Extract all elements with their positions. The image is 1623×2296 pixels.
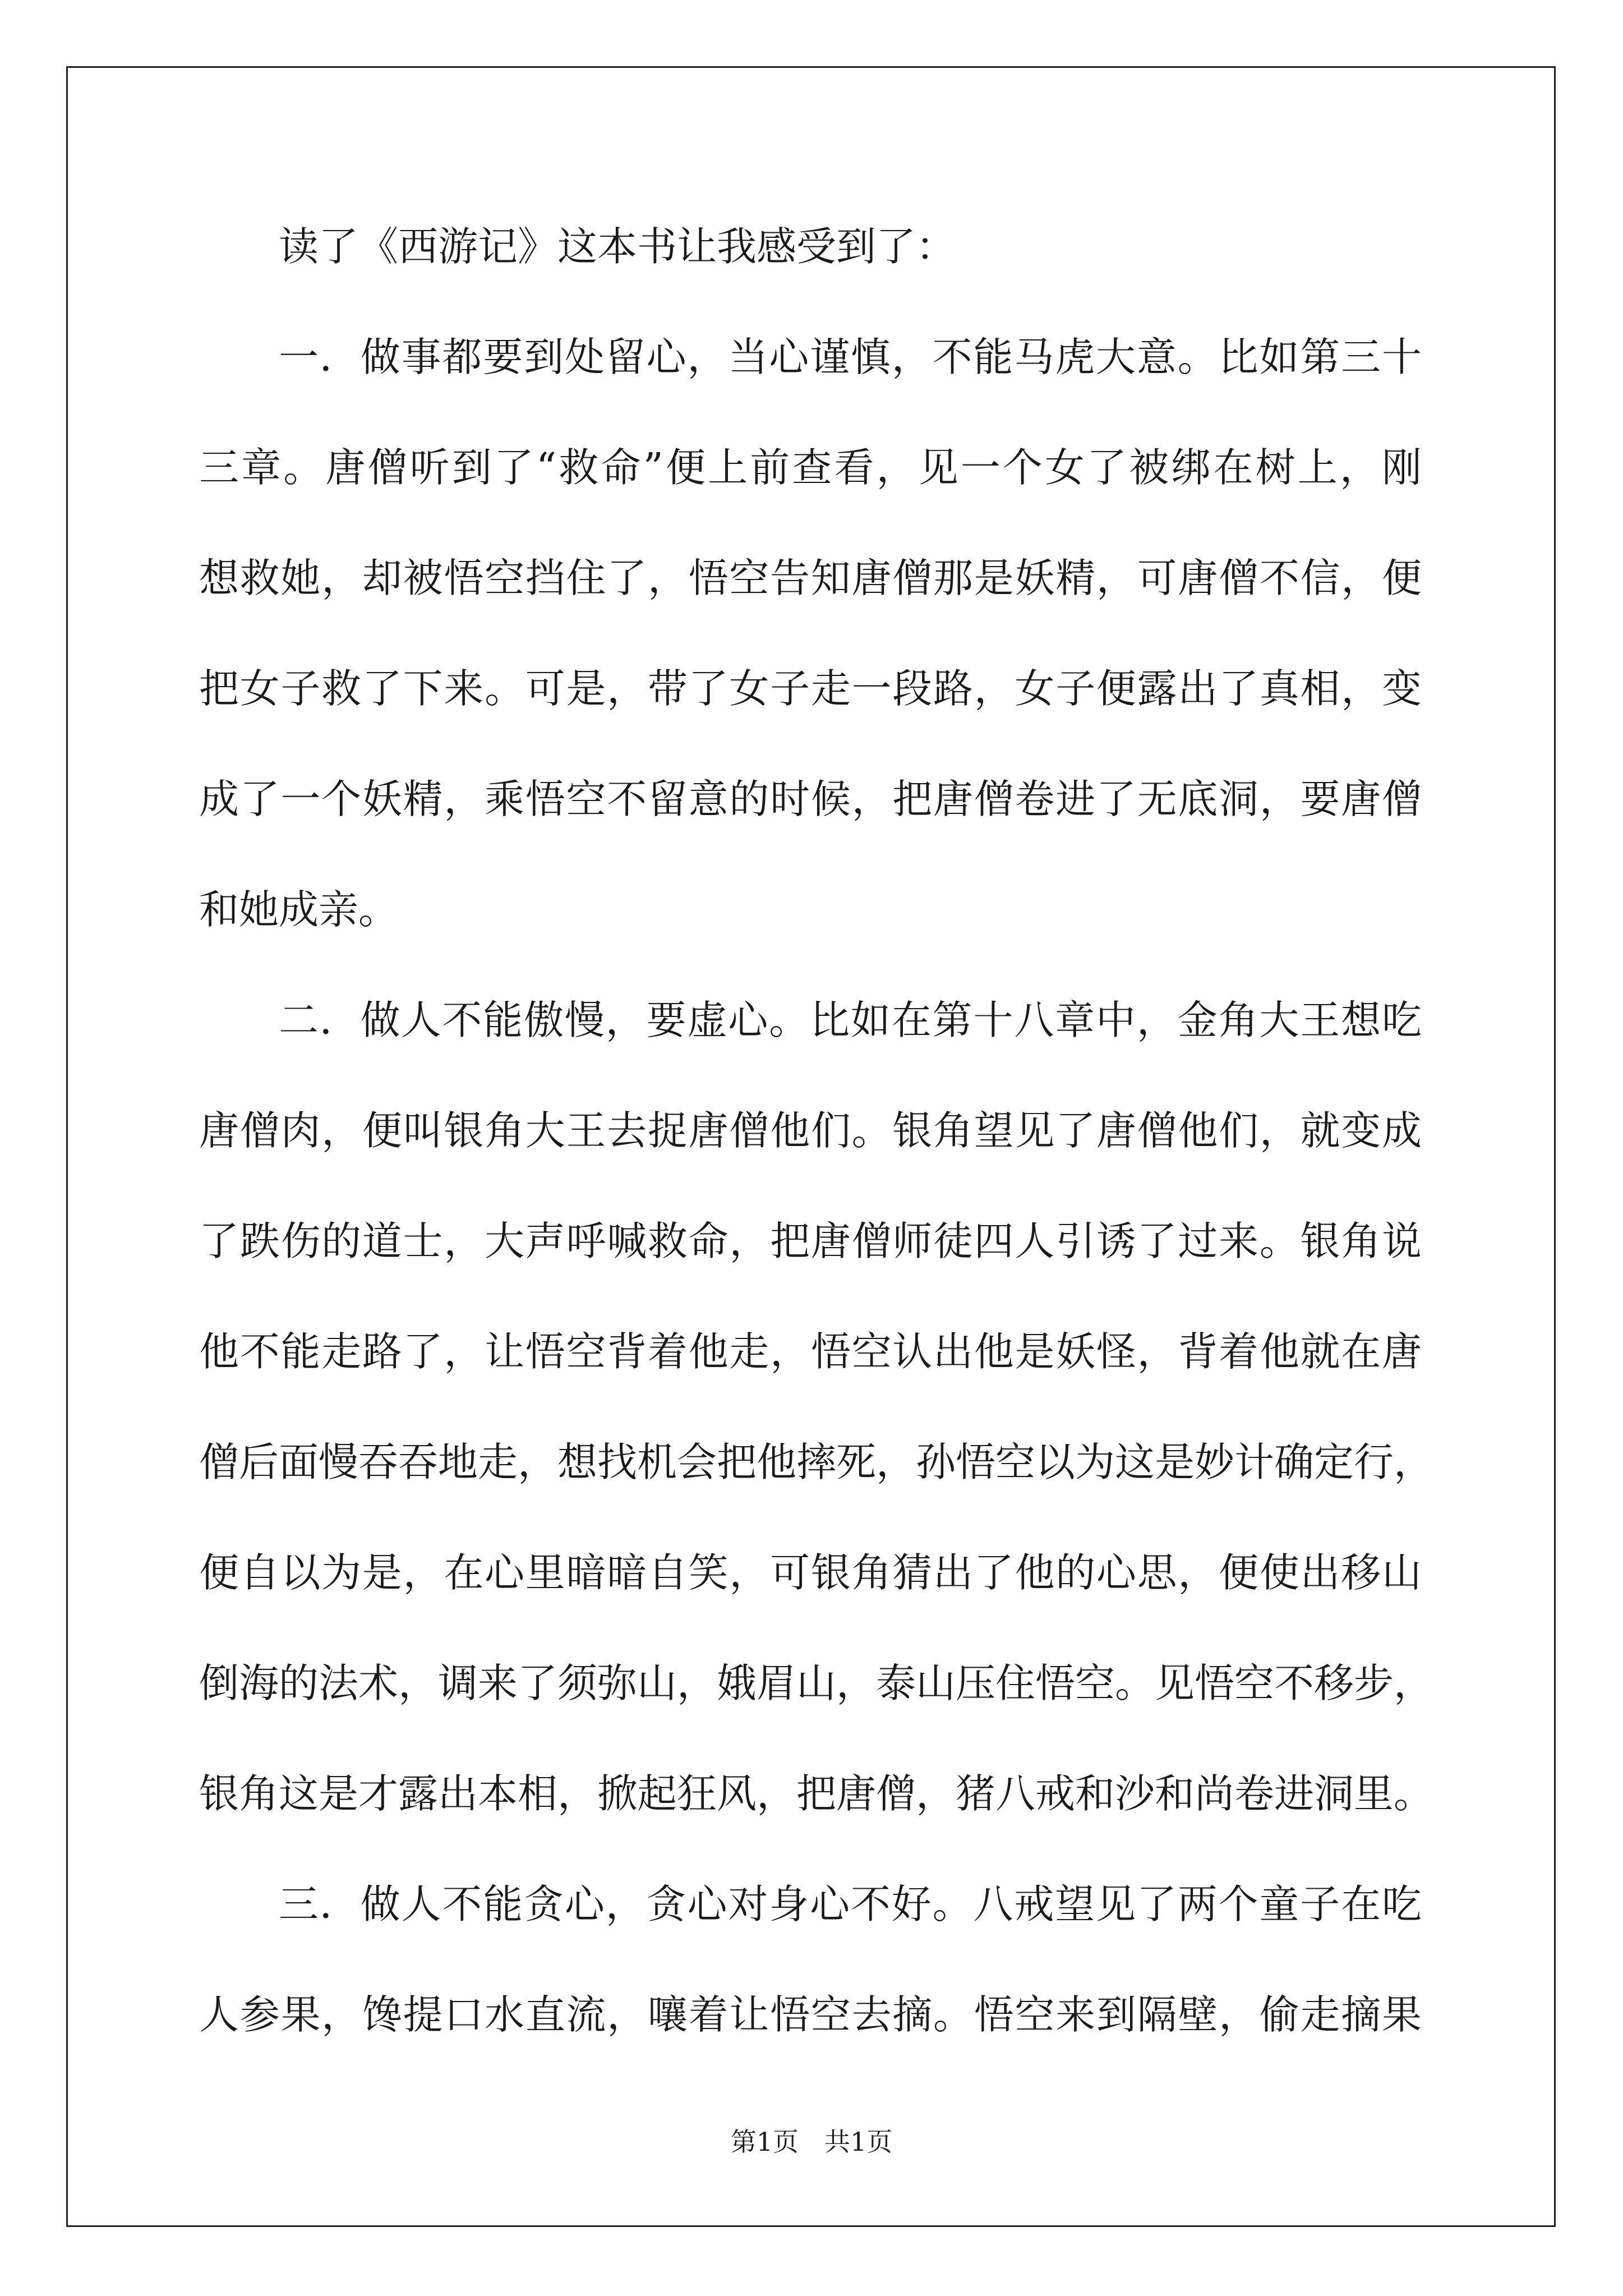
paragraph-1-line-2: 三章。唐僧听到了“救命”便上前查看，见一个女了被绑在树上，刚 <box>199 444 1422 491</box>
paragraph-2-line-1: 二．做人不能傲慢，要虚心。比如在第十八章中，金角大王想吃 <box>279 997 1422 1043</box>
paragraph-1-line-3: 想救她，却被悟空挡住了，悟空告知唐僧那是妖精，可唐僧不信，便 <box>199 555 1422 601</box>
paragraph-1-line-6: 和她成亲。 <box>199 886 399 933</box>
paragraph-intro-line: 读了《西游记》这本书让我感受到了： <box>279 223 956 270</box>
paragraph-2-line-3: 了跌伤的道士，大声呼喊救命，把唐僧师徒四人引诱了过来。银角说 <box>199 1218 1422 1264</box>
paragraph-3-line-2: 人参果，馋提口水直流，嚷着让悟空去摘。悟空来到隔壁，偷走摘果 <box>199 1991 1422 2038</box>
paragraph-2-line-5: 僧后面慢吞吞地走，想找机会把他摔死，孙悟空以为这是妙计确定行， <box>199 1439 1434 1485</box>
paragraph-2-line-2: 唐僧肉，便叫银角大王去捉唐僧他们。银角望见了唐僧他们，就变成 <box>199 1107 1422 1154</box>
paragraph-2-line-8: 银角这是才露出本相，掀起狂风，把唐僧，猪八戒和沙和尚卷进洞里。 <box>199 1770 1434 1817</box>
paragraph-2-line-4: 他不能走路了，让悟空背着他走，悟空认出他是妖怪，背着他就在唐 <box>199 1328 1422 1375</box>
paragraph-1-line-5: 成了一个妖精，乘悟空不留意的时候，把唐僧卷进了无底洞，要唐僧 <box>199 776 1422 822</box>
paragraph-3-line-1: 三．做人不能贪心，贪心对身心不好。八戒望见了两个童子在吃 <box>279 1881 1422 1927</box>
paragraph-1-line-4: 把女子救了下来。可是，带了女子走一段路，女子便露出了真相，变 <box>199 665 1422 712</box>
paragraph-2-line-7: 倒海的法术，调来了须弥山，娥眉山，泰山压住悟空。见悟空不移步， <box>199 1660 1434 1706</box>
paragraph-1-line-1: 一．做事都要到处留心，当心谨慎，不能马虎大意。比如第三十 <box>279 334 1422 380</box>
page-number-footer: 第1页 共1页 <box>730 2127 893 2157</box>
paragraph-2-line-6: 便自以为是，在心里暗暗自笑，可银角猜出了他的心思，便使出移山 <box>199 1549 1422 1596</box>
